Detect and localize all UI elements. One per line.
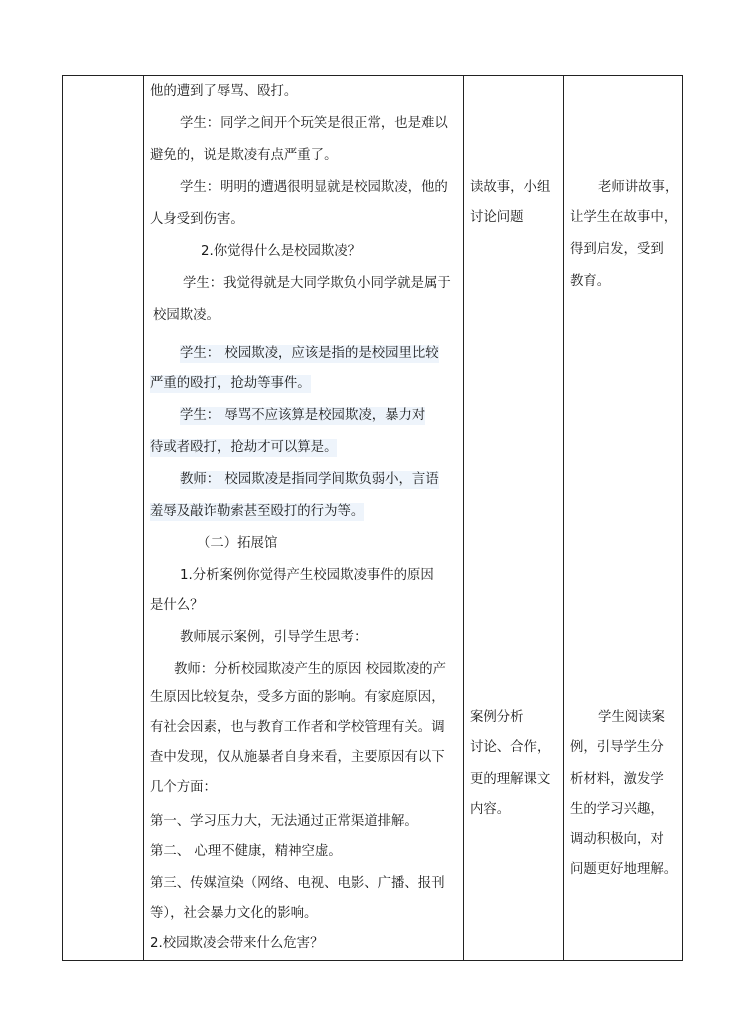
content-line: 人身受到伤害。 bbox=[150, 212, 244, 227]
content-line: 等），社会暴力文化的影响。 bbox=[150, 906, 318, 921]
section-heading: （二）拓展馆 bbox=[197, 536, 278, 551]
activity-line: 更的理解课文 bbox=[470, 772, 551, 787]
content-line: 2.校园欺凌会带来什么危害？ bbox=[150, 936, 324, 951]
content-line: 1.分析案例你觉得产生校园欺凌事件的原因 bbox=[180, 568, 434, 583]
content-line: 有社会因素，也与教育工作者和学校管理有关。调 bbox=[150, 720, 445, 735]
activity-line: 读故事，小组 bbox=[470, 180, 551, 195]
intent-line: 教育。 bbox=[570, 274, 611, 289]
content-line: 避免的，说是欺凌有点严重了。 bbox=[150, 148, 338, 163]
content-line: 学生：明明的遭遇很明显就是校园欺凌，他的 bbox=[180, 180, 448, 195]
content-line: 严重的殴打，抢劫等事件。 bbox=[150, 376, 311, 391]
activity-line: 讨论、合作， bbox=[470, 740, 551, 755]
intent-column bbox=[564, 76, 682, 960]
content-line: 是什么？ bbox=[150, 598, 204, 613]
intent-line: 让学生在故事中， bbox=[570, 210, 678, 225]
lesson-table bbox=[62, 75, 683, 961]
intent-line: 生的学习兴趣， bbox=[570, 802, 664, 817]
content-line: 学生： 辱骂不应该算是校园欺凌，暴力对 bbox=[180, 408, 426, 423]
content-line: 学生：我觉得就是大同学欺负小同学就是属于 bbox=[183, 276, 451, 291]
activity-line: 讨论问题 bbox=[470, 210, 524, 225]
activity-line: 内容。 bbox=[470, 802, 511, 817]
intent-line: 例，引导学生分 bbox=[570, 740, 664, 755]
content-column bbox=[144, 76, 463, 960]
content-line: 几个方面： bbox=[150, 780, 217, 795]
intent-line: 问题更好地理解。 bbox=[570, 862, 678, 877]
content-line: 第三、传媒渲染（网络、电视、电影、广播、报刊 bbox=[150, 876, 445, 891]
content-line: 第二、 心理不健康，精神空虚。 bbox=[150, 844, 342, 859]
content-line: 羞辱及敲诈勒索甚至殴打的行为等。 bbox=[150, 504, 365, 519]
intent-line: 老师讲故事， bbox=[598, 180, 679, 195]
intent-line: 得到启发，受到 bbox=[570, 242, 664, 257]
content-line: 教师： 校园欺凌是指同学间欺负弱小，言语 bbox=[180, 472, 439, 487]
content-line: 生原因比较复杂，受多方面的影响。有家庭原因， bbox=[150, 690, 445, 705]
activity-column bbox=[464, 76, 563, 960]
intent-line: 学生阅读案 bbox=[598, 710, 665, 725]
content-line: 教师展示案例，引导学生思考： bbox=[180, 630, 368, 645]
content-line: 第一、学习压力大，无法通过正常渠道排解。 bbox=[150, 814, 418, 829]
content-line: 查中发现，仅从施暴者自身来看，主要原因有以下 bbox=[150, 750, 445, 765]
content-line: 教师：分析校园欺凌产生的原因 校园欺凌的产 bbox=[174, 662, 447, 677]
content-line: 待或者殴打，抢劫才可以算是。 bbox=[150, 440, 338, 455]
content-line: 校园欺凌。 bbox=[153, 308, 220, 323]
content-line: 学生： 校园欺凌，应该是指的是校园里比较 bbox=[180, 346, 439, 361]
content-line: 学生：同学之间开个玩笑是很正常，也是难以 bbox=[180, 116, 448, 131]
intent-line: 析材料，激发学 bbox=[570, 772, 664, 787]
content-line: 他的遭到了辱骂、殴打。 bbox=[150, 84, 298, 99]
intent-line: 调动积极向，对 bbox=[570, 832, 664, 847]
content-line: 2.你觉得什么是校园欺凌？ bbox=[201, 244, 362, 259]
activity-line: 案例分析 bbox=[470, 710, 524, 725]
